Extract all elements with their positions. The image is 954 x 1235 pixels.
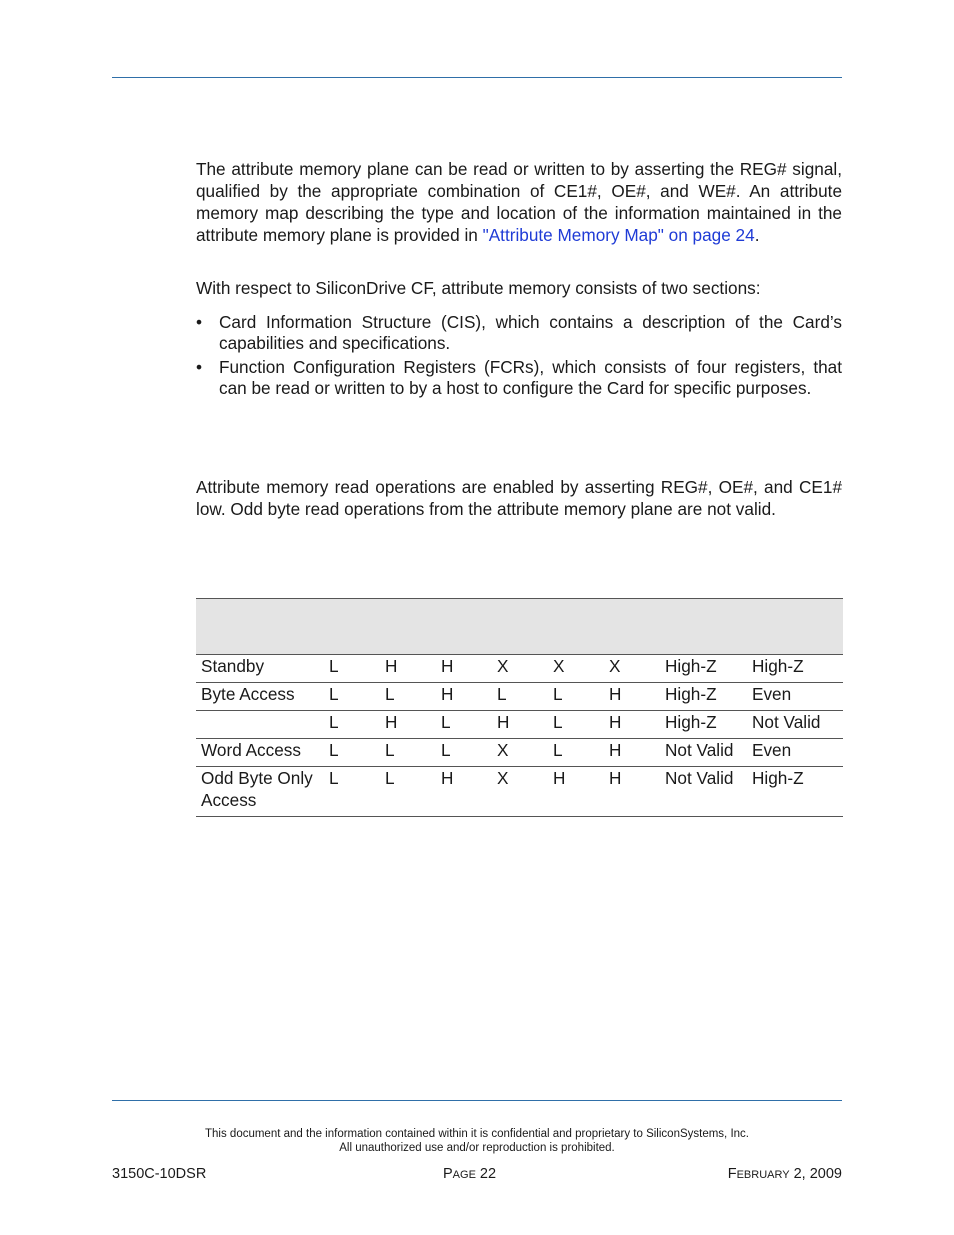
page-label-initial: P	[443, 1166, 453, 1182]
date-month-initial: F	[727, 1166, 737, 1182]
table-cell: L	[380, 767, 436, 817]
table-cell: High-Z	[660, 711, 747, 739]
paragraph-read-operations: Attribute memory read operations are enabled by asserting REG#, OE#, and CE1# low. Odd byte read operations from the attribute memory plane are not valid.	[196, 477, 842, 519]
bullet-icon: •	[196, 312, 203, 332]
confidentiality-line-1: This document and the information contained within it is confidential and proprietary to SiliconSystems, Inc.	[205, 1128, 749, 1140]
list-item-text: Card Information Structure (CIS), which contains a description of the Card’s capabilities and specifications.	[219, 312, 842, 353]
bullet-icon: •	[196, 357, 203, 377]
table-cell: H	[492, 711, 548, 739]
table-cell: H	[380, 655, 436, 683]
table-cell: L	[436, 739, 492, 767]
paragraph-attribute-memory-intro	[196, 158, 842, 246]
table-cell: Byte Access	[196, 683, 324, 711]
table-row	[196, 683, 843, 711]
table-cell: L	[492, 683, 548, 711]
table-cell: X	[492, 655, 548, 683]
page-number-value: 22	[475, 1166, 497, 1182]
table-cell: High-Z	[660, 683, 747, 711]
page-number	[443, 1166, 496, 1182]
table-cell: Not Valid	[747, 711, 843, 739]
table-cell	[196, 711, 324, 739]
table-cell: H	[436, 767, 492, 817]
table-cell: Not Valid	[660, 739, 747, 767]
date-day-year: 2, 2009	[789, 1166, 842, 1182]
header-rule	[112, 77, 842, 78]
table-cell: H	[380, 711, 436, 739]
table-cell: L	[324, 739, 380, 767]
table-cell: L	[324, 711, 380, 739]
table-row	[196, 767, 843, 817]
table-cell: X	[492, 739, 548, 767]
attribute-memory-read-table	[196, 598, 843, 817]
table-cell: H	[604, 767, 660, 817]
table-cell: H	[436, 683, 492, 711]
table-cell: L	[324, 655, 380, 683]
table-cell: L	[324, 683, 380, 711]
table-cell: L	[548, 683, 604, 711]
table-cell: High-Z	[747, 767, 843, 817]
attribute-memory-map-link[interactable]: "Attribute Memory Map" on page 24	[482, 225, 755, 245]
table-cell: X	[548, 655, 604, 683]
footer-rule	[112, 1100, 842, 1101]
table-cell: H	[604, 711, 660, 739]
page-label-rest: AGE	[452, 1169, 476, 1181]
date-month-rest: EBRUARY	[736, 1169, 790, 1181]
table-cell: High-Z	[747, 655, 843, 683]
paragraph-sections-intro: With respect to SiliconDrive CF, attribute memory consists of two sections:	[196, 278, 761, 298]
list-item	[196, 357, 842, 398]
table-cell: H	[604, 739, 660, 767]
table-cell: X	[604, 655, 660, 683]
table-row	[196, 655, 843, 683]
sections-list	[196, 312, 842, 402]
paragraph-text: The attribute memory plane can be read or written to by asserting the REG# signal, qualified by the appropriate combination of CE1#, OE#, and WE#. An attribute memory map describing the type and location of the information maintained in the attribute memory plane is provided in	[196, 159, 842, 245]
table-cell: H	[604, 683, 660, 711]
table-cell: L	[548, 739, 604, 767]
table-cell: X	[492, 767, 548, 817]
table-cell: L	[324, 767, 380, 817]
table-cell: Odd Byte Only Access	[196, 767, 324, 817]
confidentiality-line-2: All unauthorized use and/or reproduction is prohibited.	[339, 1142, 615, 1154]
table-cell: L	[380, 683, 436, 711]
table-header-row	[196, 599, 843, 655]
table-cell: Word Access	[196, 739, 324, 767]
table-cell: L	[380, 739, 436, 767]
table-cell: Even	[747, 683, 843, 711]
table-cell: L	[436, 711, 492, 739]
list-item-text: Function Configuration Registers (FCRs), which consists of four registers, that can be read or written to by a host to configure the Card for specific purposes.	[219, 357, 842, 398]
paragraph-end: .	[754, 225, 760, 245]
table-cell: Not Valid	[660, 767, 747, 817]
table-row	[196, 711, 843, 739]
table-cell: H	[548, 767, 604, 817]
confidentiality-notice	[0, 1127, 954, 1155]
table-cell: H	[436, 655, 492, 683]
document-id: 3150C-10DSR	[112, 1166, 207, 1182]
table-row	[196, 739, 843, 767]
table-cell: High-Z	[660, 655, 747, 683]
document-date	[728, 1166, 842, 1182]
table-cell: Even	[747, 739, 843, 767]
table-cell: Standby	[196, 655, 324, 683]
list-item	[196, 312, 842, 353]
table-cell: L	[548, 711, 604, 739]
